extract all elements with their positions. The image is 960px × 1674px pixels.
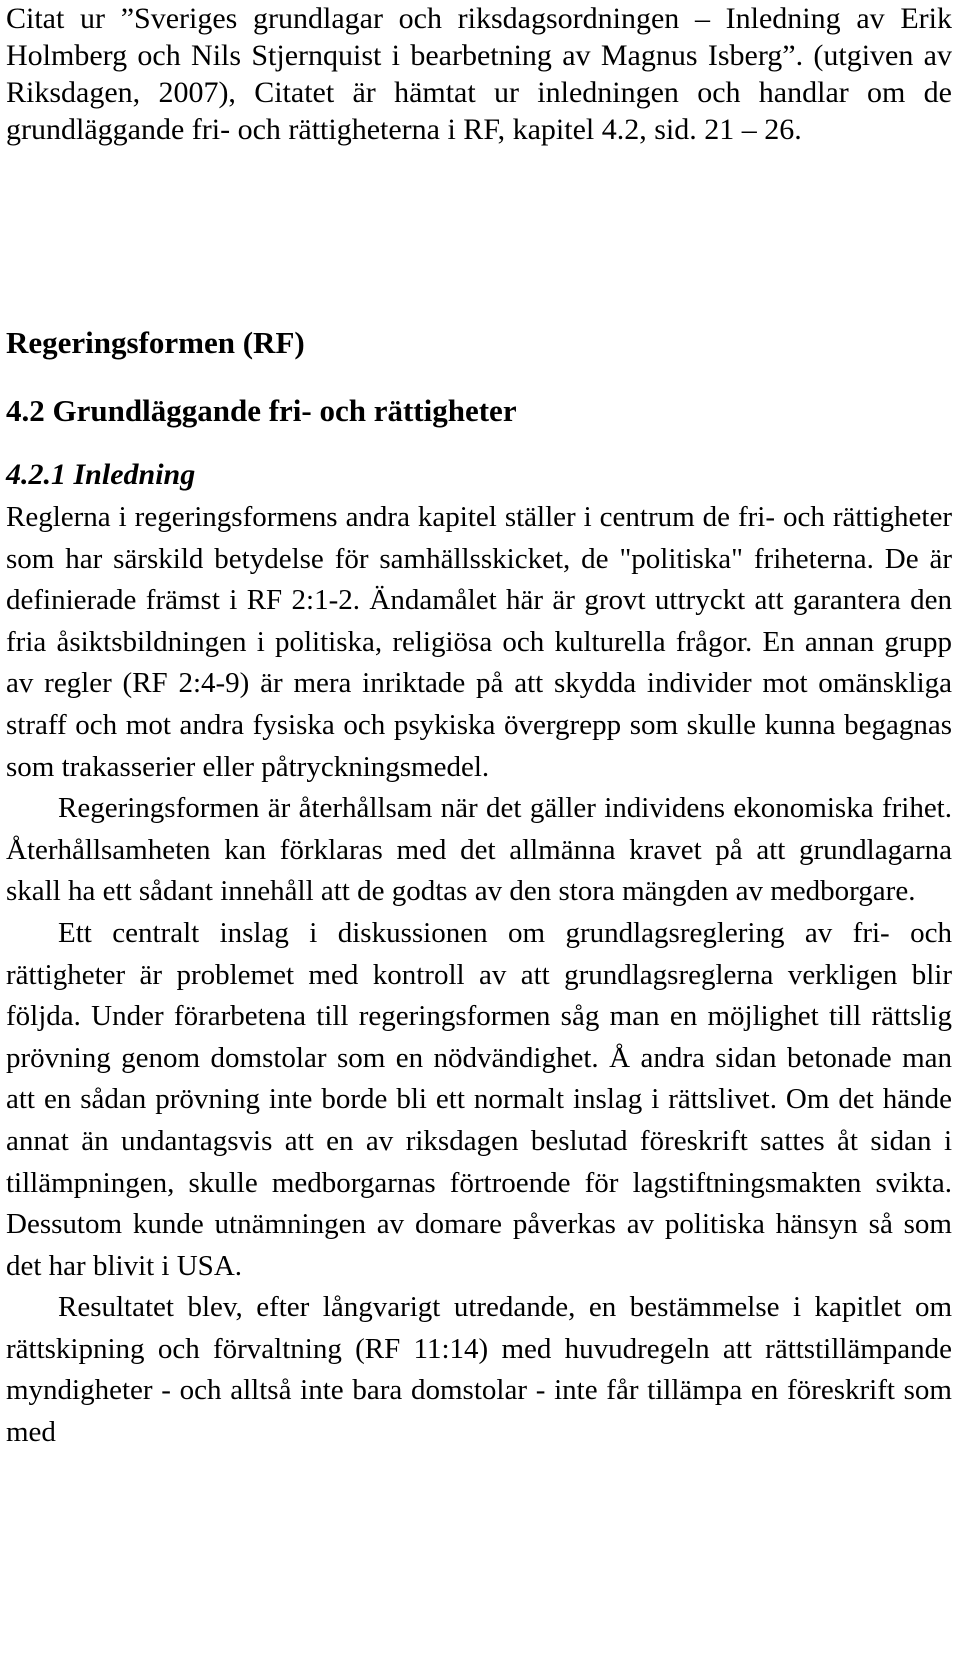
paragraph-2: Regeringsformen är återhållsam när det gäller individens ekonomiska frihet. Återhållsamheten kan förklaras med det allmänna kravet på att grundlagarna skall ha ett sådant innehåll att de godtas av den stora mängden av medborgare. (6, 792, 952, 908)
citation-paragraph: Citat ur ”Sveriges grundlagar och riksdagsordningen – Inledning av Erik Holmberg och Nils Stjernquist i bearbetning av Magnus Isberg”. (utgiven av Riksdagen, 2007), Citatet är hämtat ur inledningen och handlar om de grundläggande fri- och rättigheterna i RF, kapitel 4.2, sid. 21 – 26. (6, 2, 952, 146)
paragraph-1: Reglerna i regeringsformens andra kapitel ställer i centrum de fri- och rättigheter som har särskild betydelse för samhällsskicket, de "politiska" friheterna. De är definierade främst i RF 2:1-2. Ändamålet här är grovt uttryckt att garantera den fria åsiktsbildningen i politiska, religiösa och kulturella frågor. En annan grupp av regler (RF 2:4-9) är mera inriktade på att skydda individer mot omänskliga straff och mot andra fysiska och psykiska övergrepp som skulle kunna begagnas som trakasserier eller påtryckningsmedel. (6, 501, 952, 783)
paragraph-3: Ett centralt inslag i diskussionen om grundlagsreglering av fri- och rättigheter är problemet med kontroll av att grundlagsreglerna verkligen blir följda. Under förarbetena till regeringsformen såg man en möjlighet till rättslig prövning genom domstolar som en nödvändighet. Å andra sidan betonade man att en sådan prövning inte borde bli ett normalt inslag i rättslivet. Om det hände annat än undantagsvis att en av riksdagen beslutad föreskrift sattes åt sidan i tillämpningen, skulle medborgarnas förtroende för lagstiftningsmakten svikta. Dessutom kunde utnämningen av domare påverkas av politiska hänsyn så som det har blivit i USA. (6, 916, 952, 1282)
heading-regeringsformen: Regeringsformen (RF) (6, 325, 305, 360)
heading-subsection-4-2-1: 4.2.1 Inledning (6, 458, 196, 491)
body-text (6, 497, 952, 1454)
paragraph-4: Resultatet blev, efter långvarigt utredande, en bestämmelse i kapitlet om rättskipning och förvaltning (RF 11:14) med huvudregeln att rättstillämpande myndigheter - och alltså inte bara domstolar - inte får tillämpa en föreskrift som med (6, 1291, 952, 1449)
document-page (6, 0, 952, 1449)
heading-section-4-2: 4.2 Grundläggande fri- och rättigheter (6, 393, 517, 428)
